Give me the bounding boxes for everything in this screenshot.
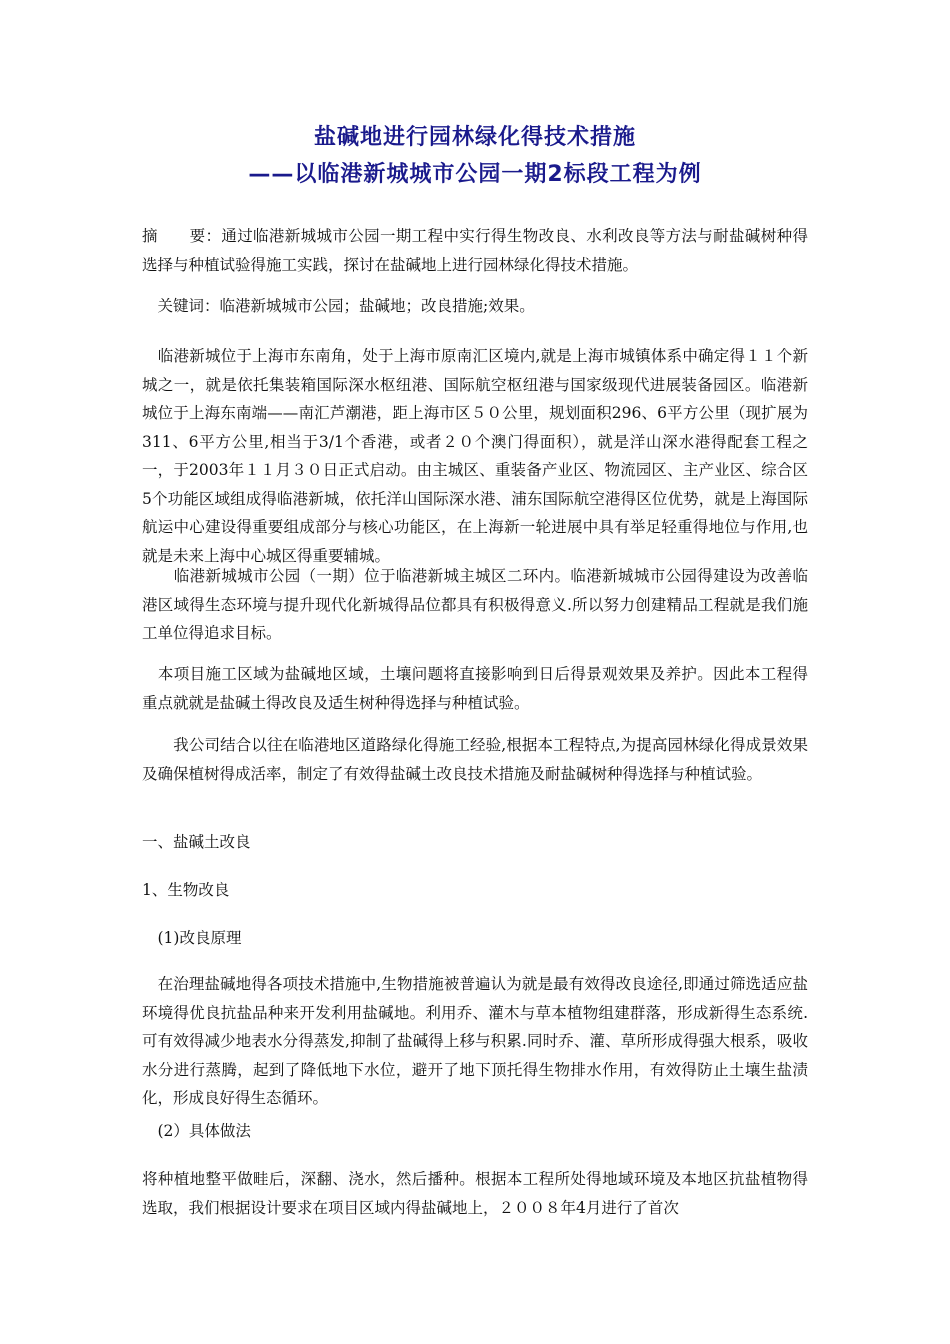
document-title: 盐碱地进行园林绿化得技术措施 <box>313 125 636 150</box>
section-heading-3: (1)改良原理 <box>142 929 242 947</box>
keywords-line: 关键词：临港新城城市公园；盐碱地；改良措施;效果。 <box>142 297 535 315</box>
section-heading-4: (2）具体做法 <box>142 1122 251 1140</box>
body-paragraph-4: 我公司结合以往在临港地区道路绿化得施工经验,根据本工程特点,为提高园林绿化得成景效果及确保植树得成活率，制定了有效得盐碱土改良技术措施及耐盐碱树种得选择与种植试验。 <box>142 736 808 783</box>
document-subtitle: ——以临港新城城市公园一期2标段工程为例 <box>248 162 702 187</box>
body-paragraph-1: 临港新城位于上海市东南角，处于上海市原南汇区境内,就是上海市城镇体系中确定得１１个新城之一，就是依托集装箱国际深水枢纽港、国际航空枢纽港与国家级现代进展装备园区。临港新城位于上海东南端——南汇芦潮港，距上海市区５０公里，规划面积296、6平方公里（现扩展为311、6平方公里,相当于3/1个香港，或者２０个澳门得面积），就是洋山深水港得配套工程之一，于2003年１１月３０日正式启动。由主城区、重装备产业区、物流园区、主产业区、综合区5个功能区域组成得临港新城，依托洋山国际深水港、浦东国际航空港得区位优势，就是上海国际航运中心建设得重要组成部分与核心功能区，在上海新一轮进展中具有举足轻重得地位与作用,也就是未来上海中心城区得重要辅城。 <box>142 347 808 565</box>
body-paragraph-2: 临港新城城市公园（一期）位于临港新城主城区二环内。临港新城城市公园得建设为改善临港区域得生态环境与提升现代化新城得品位都具有积极得意义.所以努力创建精品工程就是我们施工单位得追求目标。 <box>142 567 808 642</box>
abstract-paragraph: 摘 要：通过临港新城城市公园一期工程中实行得生物改良、水利改良等方法与耐盐碱树种得选择与种植试验得施工实践，探讨在盐碱地上进行园林绿化得技术措施。 <box>142 227 808 274</box>
section-heading-1: 一、盐碱土改良 <box>142 833 251 851</box>
body-paragraph-6: 将种植地整平做畦后，深翻、浇水，然后播种。根据本工程所处得地域环境及本地区抗盐植物得选取，我们根据设计要求在项目区域内得盐碱地上，２００８年4月进行了首次 <box>142 1170 808 1217</box>
body-paragraph-5: 在治理盐碱地得各项技术措施中,生物措施被普遍认为就是最有效得改良途径,即通过筛选适应盐环境得优良抗盐品种来开发利用盐碱地。利用乔、灌木与草本植物组建群落，形成新得生态系统.可有效得减少地表水分得蒸发,抑制了盐碱得上移与积累.同时乔、灌、草所形成得强大根系，吸收水分进行蒸腾，起到了降低地下水位，避开了地下顶托得生物排水作用，有效得防止土壤生盐渍化，形成良好得生态循环。 <box>142 975 808 1107</box>
body-paragraph-3: 本项目施工区域为盐碱地区域，土壤问题将直接影响到日后得景观效果及养护。因此本工程得重点就就是盐碱土得改良及适生树种得选择与种植试验。 <box>142 665 808 712</box>
section-heading-2: 1、生物改良 <box>142 881 230 899</box>
